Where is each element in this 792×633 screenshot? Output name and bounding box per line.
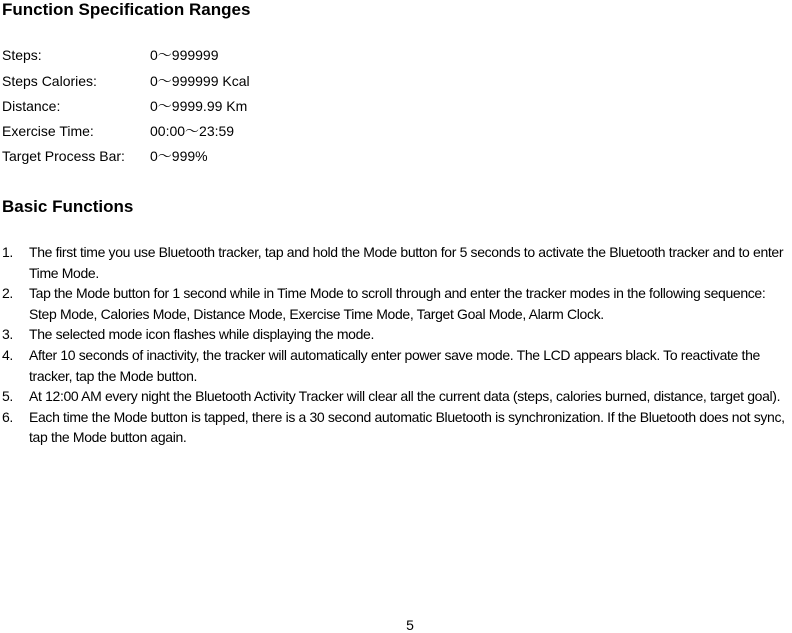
spec-label: Target Process Bar: (2, 148, 125, 164)
spec-row-steps (2, 45, 702, 65)
list-item-text: The selected mode icon flashes while displaying the mode. (29, 326, 375, 343)
spec-row-exercise-time (2, 121, 702, 141)
spec-label: Distance: (2, 98, 61, 114)
list-item-text: After 10 seconds of inactivity, the tracker will automatically enter power save mode. The LCD appears black. To reactivate the tracker, tap the Mode button. (29, 346, 760, 384)
list-item-number: 5. (2, 388, 13, 405)
list-item-number: 4. (2, 346, 13, 363)
spec-row-target-process-bar (2, 146, 702, 166)
list-item-text: The first time you use Bluetooth tracker, tap and hold the Mode button for 5 seconds to activate the Bluetooth tracker and to enter Time Mode. (29, 244, 784, 281)
page-number: 5 (406, 617, 414, 633)
basic-functions-heading: Basic Functions (2, 197, 134, 216)
spec-value: 0～999999 Kcal (150, 73, 250, 89)
spec-label: Steps: (2, 47, 42, 63)
spec-label: Steps Calories: (2, 73, 97, 89)
list-item (0, 345, 792, 386)
list-item (0, 324, 792, 345)
list-item-text: At 12:00 AM every night the Bluetooth Activity Tracker will clear all the current data (steps, calories burned, distance, target goal). (29, 388, 781, 405)
spec-value: 0～9999.99 Km (150, 98, 248, 114)
spec-value: 0～999% (150, 148, 208, 164)
list-item-number: 1. (2, 244, 13, 260)
list-item-number: 2. (2, 285, 13, 302)
list-item (0, 407, 792, 448)
list-item (0, 386, 792, 407)
list-item (0, 242, 792, 283)
list-item-number: 6. (2, 408, 13, 425)
list-item-text: Each time the Mode button is tapped, there is a 30 second automatic Bluetooth is synchronization. If the Bluetooth does not sync, tap the Mode button again. (29, 408, 785, 446)
spec-value: 0～999999 (150, 47, 219, 63)
spec-row-steps-calories (2, 71, 702, 91)
specs-heading: Function Specification Ranges (2, 0, 251, 19)
basic-functions-list (0, 242, 792, 448)
spec-label: Exercise Time: (2, 123, 94, 139)
list-item-text: Tap the Mode button for 1 second while in Time Mode to scroll through and enter the tracker modes in the following sequence: Step Mode, Calories Mode, Distance Mode, Exercise Time Mode, Target Goal Mode, Alarm Clock. (29, 285, 766, 322)
list-item-number: 3. (2, 326, 13, 343)
spec-value: 00:00～23:59 (150, 123, 235, 139)
spec-row-distance (2, 96, 702, 116)
list-item (0, 283, 792, 324)
